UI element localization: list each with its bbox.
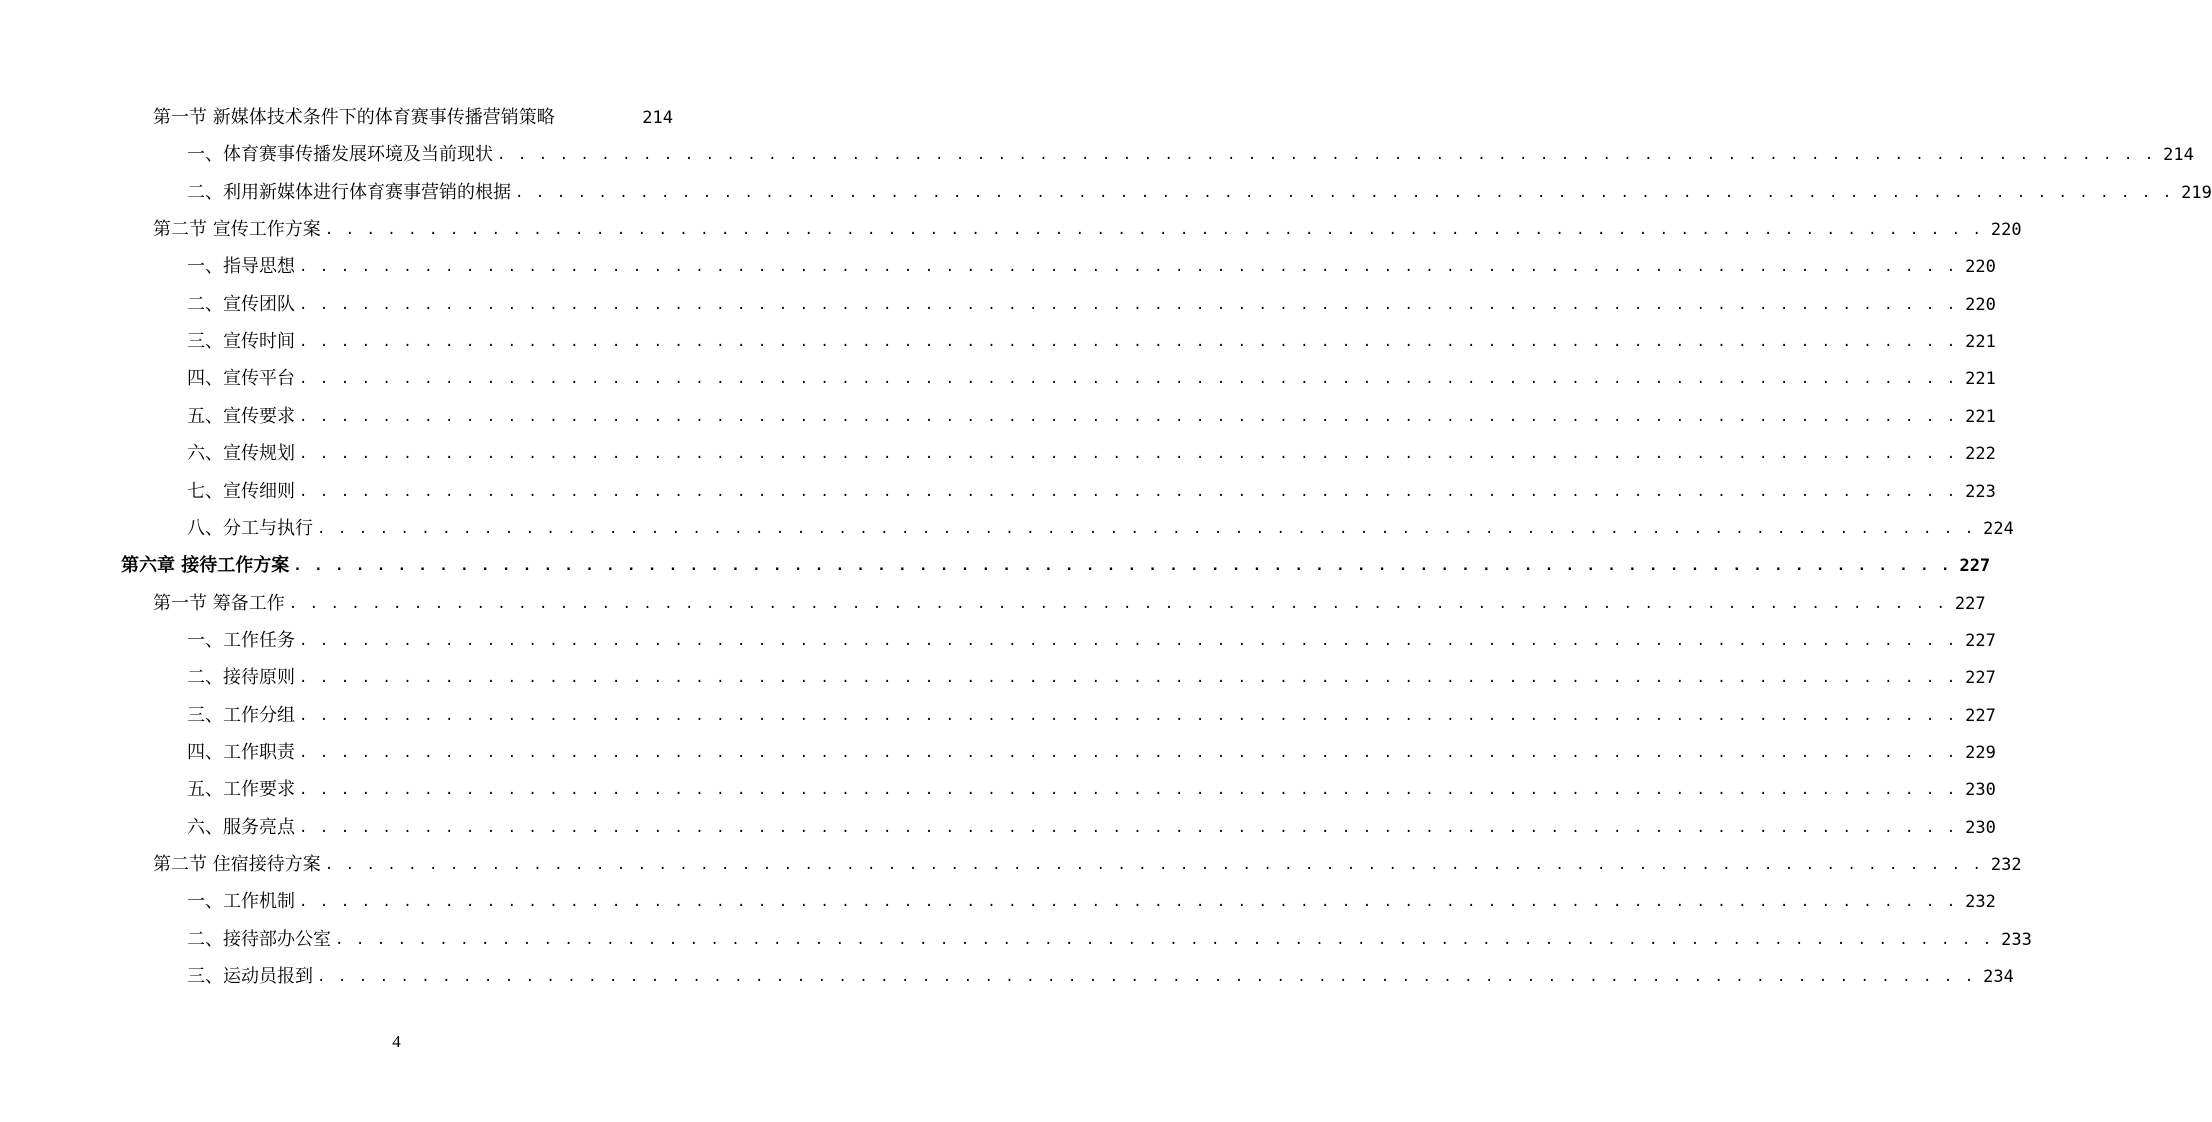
toc-leader-dots: . . . . . . . . . . . . . . . . . . . . . . . . . . . . . . . . . . . . . . . . . . . . . . . . . . . . . . . . . . . . . . . . . . . . . . . . . . . . . . . . <box>299 409 1958 425</box>
toc-entry-page: 232 <box>1990 855 2022 875</box>
toc-leader-dots: . . . . . . . . . . . . . . . . . . . . . . . . . . . . . . . . . . . . . . . . . . . . . . . . . . . . . . . . . . . . . . . . . . . . . . . . . . . . . . . . <box>317 969 1976 985</box>
toc-subsection-entry[interactable] <box>187 140 2194 170</box>
toc-entry-label: 三、宣传时间 <box>187 331 295 352</box>
toc-entry-label: 一、工作机制 <box>187 891 295 912</box>
toc-subsection-entry[interactable] <box>187 327 1996 357</box>
toc-leader-dots: . . . . . . . . . . . . . . . . . . . . . . . . . . . . . . . . . . . . . . . . . . . . . . . . . . . . . . . . . . . . . . . . . . . . . . . . . . . . . . . . <box>288 596 1947 612</box>
toc-entry-page: 214 <box>2163 145 2194 165</box>
toc-subsection-entry[interactable] <box>187 514 2014 544</box>
toc-subsection-entry[interactable] <box>187 402 1996 432</box>
toc-leader-dots: . . . . . . . . . . . . . . . . . . . . . . . . . . . . . . . . . . . . . . . . . . . . . . . . . . . . . . . . . . . . . . . . . . . . . . . . . . . . . . . . <box>299 334 1958 350</box>
toc-entry-label: 五、宣传要求 <box>187 406 295 427</box>
toc-section-entry[interactable] <box>153 589 1986 619</box>
toc-section-entry[interactable] <box>153 103 673 133</box>
toc-entry-page: 220 <box>1990 220 2022 240</box>
toc-leader-dots: . . . . . . . . . . . . . . . . . . . . . . . . . . . . . . . . . . . . . . . . . . . . . . . . . . . . . . . . . . . . . . . . . . . . . . . . . . . . . . . . <box>299 782 1958 798</box>
toc-entry-label: 四、宣传平台 <box>187 368 295 389</box>
toc-subsection-entry[interactable] <box>187 178 2212 208</box>
toc-entry-page: 214 <box>642 108 673 128</box>
toc-subsection-entry[interactable] <box>187 663 1996 693</box>
toc-subsection-entry[interactable] <box>187 290 1996 320</box>
toc-entry-label: 三、运动员报到 <box>187 966 313 987</box>
toc-leader-dots: . . . . . . . . . . . . . . . . . . . . . . . . . . . . . . . . . . . . . . . . . . . . . . . . . . . . . . . . . . . . . . . . . . . . . . . . . . . . . . . . <box>299 894 1958 910</box>
toc-entry-page: 222 <box>1965 444 1996 464</box>
toc-entry-page: 219 <box>2181 183 2212 203</box>
toc-entry-label: 第二节 宣传工作方案 <box>153 219 321 240</box>
toc-entry-label: 第二节 住宿接待方案 <box>153 854 321 875</box>
toc-entry-page: 230 <box>1965 780 1996 800</box>
toc-entry-page: 227 <box>1954 594 1986 614</box>
toc-subsection-entry[interactable] <box>187 626 1996 656</box>
toc-entry-label: 五、工作要求 <box>187 779 295 800</box>
toc-entry-label: 一、指导思想 <box>187 256 295 277</box>
toc-leader-dots: . . . . . . . . . . . . . . . . . . . . . . . . . . . . . . . . . . . . . . . . . . . . . . . . . . . . . . . . . . . . . . . . . . . . . . . . . . . . . . . . <box>299 297 1958 313</box>
toc-subsection-entry[interactable] <box>187 738 1996 768</box>
toc-entry-label: 一、体育赛事传播发展环境及当前现状 <box>187 144 493 165</box>
toc-entry-label: 三、工作分组 <box>187 705 295 726</box>
toc-leader-dots: . . . . . . . . . . . . . . . . . . . . . . . . . . . . . . . . . . . . . . . . . . . . . . . . . . . . . . . . . . . . . . . . . . . . . . . . . . . . . . . . <box>299 484 1958 500</box>
toc-subsection-entry[interactable] <box>187 701 1996 731</box>
toc-entry-page: 227 <box>1965 668 1996 688</box>
toc-entry-label: 第一节 新媒体技术条件下的体育赛事传播营销策略 <box>153 107 555 128</box>
toc-chapter-entry[interactable] <box>121 551 1991 581</box>
toc-leader-dots: . . . . . . . . . . . . . . . . . . . . . . . . . . . . . . . . . . . . . . . . . . . . . . . . . . . . . . . . . . . . . . . . . . . . . . . . . . . . . . . . <box>299 708 1958 724</box>
toc-leader-dots: . . . . . . . . . . . . . . . . . . . . . . . . . . . . . . . . . . . . . . . . . . . . . . . . . . . . . . . . . . . . . . . . . . . . . . . . . . . . . . . . <box>299 259 1958 275</box>
toc-leader-dots: . . . . . . . . . . . . . . . . . . . . . . . . . . . . . . . . . . . . . . . . . . . . . . . . . . . . . . . . . . . . . . . . . . . . . . . . . . . . . . . . <box>293 558 1952 574</box>
toc-leader-dots: . . . . . . . . . . . . . . . . . . . . . . . . . . . . . . . . . . . . . . . . . . . . . . . . . . . . . . . . . . . . . . . . . . . . . . . . . . . . . . . . <box>299 633 1958 649</box>
toc-leader-dots: . . . . . . . . . . . . . . . . . . . . . . . . . . . . . . . . . . . . . . . . . . . . . . . . . . . . . . . . . . . . . . . . . . . . . . . . . . . . . . . . <box>335 932 1994 948</box>
toc-entry-page: 224 <box>1983 519 2014 539</box>
toc-leader-dots: . . . . . . . . . . . . . . . . . . . . . . . . . . . . . . . . . . . . . . . . . . . . . . . . . . . . . . . . . . . . . . . . . . . . . . . . . . . . . . . . <box>299 446 1958 462</box>
toc-entry-label: 四、工作职责 <box>187 742 295 763</box>
toc-entry-label: 二、接待原则 <box>187 667 295 688</box>
toc-section-entry[interactable] <box>153 850 2022 880</box>
toc-entry-page: 221 <box>1965 332 1996 352</box>
toc-subsection-entry[interactable] <box>187 962 2014 992</box>
toc-entry-page: 223 <box>1965 482 1996 502</box>
toc-entry-label: 第六章 接待工作方案 <box>121 555 290 576</box>
toc-entry-page: 221 <box>1965 369 1996 389</box>
toc-leader-dots: . . . . . . . . . . . . . . . . . . . . . . . . . . . . . . . . . . . . . . . . . . . . . . . . . . . . . . . . . . . . . . . . . . . . . . . . . . . . . . . . <box>299 670 1958 686</box>
toc-entry-page: 221 <box>1965 407 1996 427</box>
toc-subsection-entry[interactable] <box>187 252 1996 282</box>
toc-entry-label: 八、分工与执行 <box>187 518 313 539</box>
toc-subsection-entry[interactable] <box>187 775 1996 805</box>
toc-entry-label: 一、工作任务 <box>187 630 295 651</box>
toc-leader-dots: . . . . . . . . . . . . . . . . . . . . . . . . . . . . . . . . . . . . . . . . . . . . . . . . . . . . . . . . . . . . . . . . . . . . . . . . . . . . . . . . <box>299 745 1958 761</box>
toc-leader-dots: . . . . . . . . . . . . . . . . . . . . . . . . . . . . . . . . . . . . . . . . . . . . . . . . . . . . . . . . . . . . . . . . . . . . . . . . . . . . . . . . <box>324 222 1983 238</box>
toc-leader-dots: . . . . . . . . . . . . . . . . . . . . . . . . . . . . . . . . . . . . . . . . . . . . . . . . . . . . . . . . . . . . . . . . . . . . . . . . . . . . . . . . <box>497 147 2156 163</box>
toc-entry-label: 二、利用新媒体进行体育赛事营销的根据 <box>187 182 511 203</box>
toc-subsection-entry[interactable] <box>187 813 1996 843</box>
toc-subsection-entry[interactable] <box>187 925 2032 955</box>
toc-leader-dots: . . . . . . . . . . . . . . . . . . . . . . . . . . . . . . . . . . . . . . . . . . . . . . . . . . . . . . . . . . . . . . . . . . . . . . . . . . . . . . . . <box>317 521 1976 537</box>
toc-subsection-entry[interactable] <box>187 887 1996 917</box>
toc-entry-label: 六、宣传规划 <box>187 443 295 464</box>
toc-entry-page: 220 <box>1965 295 1996 315</box>
toc-entry-page: 230 <box>1965 818 1996 838</box>
toc-subsection-entry[interactable] <box>187 364 1996 394</box>
toc-subsection-entry[interactable] <box>187 439 1996 469</box>
toc-leader-dots: . . . . . . . . . . . . . . . . . . . . . . . . . . . . . . . . . . . . . . . . . . . . . . . . . . . . . . . . . . . . . . . . . . . . . . . . . . . . . . . . <box>324 857 1983 873</box>
toc-entry-label: 七、宣传细则 <box>187 481 295 502</box>
toc-entry-label: 二、接待部办公室 <box>187 929 331 950</box>
toc-entry-page: 234 <box>1983 967 2014 987</box>
toc-leader-dots: . . . . . . . . . . . . . . . . . . . . . . . . . . . . . . . . . . . . . . . . . . . . . . . . . . . . . . . . . . . . . . . . . . . . . . . . . . . . . . . . <box>299 371 1958 387</box>
toc-entry-page: 229 <box>1965 743 1996 763</box>
toc-entry-page: 220 <box>1965 257 1996 277</box>
toc-entry-page: 227 <box>1965 706 1996 726</box>
toc-entry-page: 233 <box>2001 930 2032 950</box>
toc-leader-dots: . . . . . . . . . . . . . . . . . . . . . . . . . . . . . . . . . . . . . . . . . . . . . . . . . . . . . . . . . . . . . . . . . . . . . . . . . . . . . . . . <box>299 820 1958 836</box>
toc-leader-dots: . . . . . . . . . . . . . . . . . . . . . . . . . . . . . . . . . . . . . . . . . . . . . . . . . . . . . . . . . . . . . . . . . . . . . . . . . . . . . . . . <box>515 185 2174 201</box>
toc-entry-label: 二、宣传团队 <box>187 294 295 315</box>
toc-section-entry[interactable] <box>153 215 2022 245</box>
toc-entry-page: 232 <box>1965 892 1996 912</box>
toc-entry-page: 227 <box>1959 556 1991 576</box>
page-number: 4 <box>392 1032 401 1051</box>
toc-entry-label: 六、服务亮点 <box>187 817 295 838</box>
toc-entry-page: 227 <box>1965 631 1996 651</box>
toc-entry-label: 第一节 筹备工作 <box>153 593 285 614</box>
toc-subsection-entry[interactable] <box>187 477 1996 507</box>
